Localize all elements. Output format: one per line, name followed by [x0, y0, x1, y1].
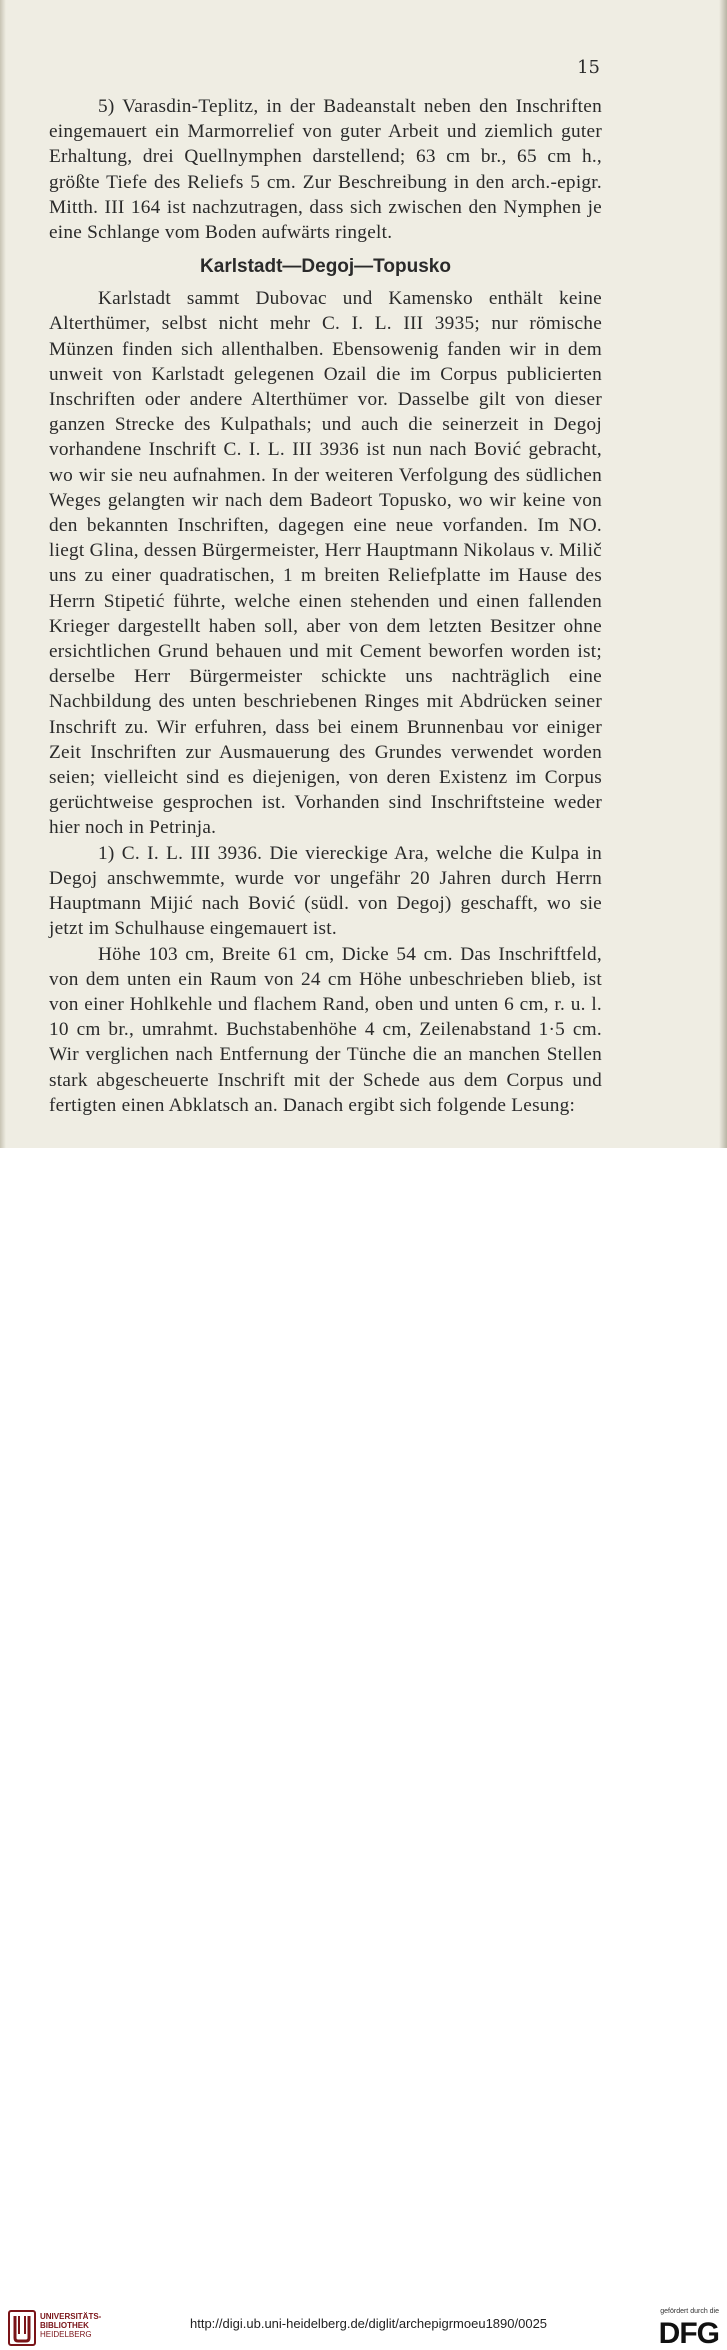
page-number: 15	[577, 57, 600, 78]
scanned-page	[0, 0, 727, 1148]
section-heading: Karlstadt—Degoj—Topusko	[200, 256, 451, 278]
viewer-footer	[0, 1148, 727, 2350]
university-name-line1: UNIVERSITÄTS-	[40, 2312, 102, 2321]
paragraph-cil-3936: 1) C. I. L. III 3936. Die viereckige Ara, welche die Kulpa in Degoj anschwemmte, wurde vor ungefähr 20 Jahren durch Herrn Hauptmann Mijić nach Bović (südl. von Degoj) geschafft, wo sie jetzt im Schulhause eingemauert ist.	[49, 842, 602, 940]
funding-note: gefördert durch die	[660, 2308, 719, 2315]
paragraph-karlstadt: Karlstadt sammt Dubovac und Kamensko enthält keine Alterthümer, selbst nicht mehr C. I. L. III 3935; nur römische Münzen finden sich allenthalben. Ebensowenig fanden wir in dem unweit von Karlstadt gelegenen Ozail die im Corpus publicierten Inschriften oder andere Alterthümer vor. Dasselbe gilt von dieser ganzen Strecke des Kulpathals; und auch die seinerzeit in Degoj vorhandene Inschrift C. I. L. III 3936 ist nun nach Bović gebracht, wo wir sie neu aufnahmen. In der weiteren Verfolgung des südlichen Weges gelangten wir nach dem Badeort Topusko, wo wir keine von den bekannten Inschriften, dagegen eine neue vorfanden. Im NO. liegt Glina, dessen Bürgermeister, Herr Hauptmann Nikolaus v. Milič uns zu einer quadratischen, 1 m breiten Reliefplatte im Hause des Herrn Stipetić führte, welche einen stehenden und einen fallenden Krieger dargestellt haben soll, aber von dem letzten Besitzer ohne ersichtlichen Grund behauen und mit Cement beworfen worden ist; derselbe Herr Bürgermeister schickte uns nachträglich eine Nachbildung des unten beschriebenen Ringes mit Abdrücken seiner Inschrift zu. Wir erfuhren, dass bei einem Brunnenbau vor einiger Zeit Inschriften zur Ausmauerung des Grundes verwendet worden seien; vielleicht sind es diejenigen, von deren Existenz im Corpus gerüchtweise gesprochen ist. Vorhanden sind Inschriftsteine weder hier noch in Petrinja.	[49, 288, 602, 839]
paragraph-varasdin: 5) Varasdin-Teplitz, in der Badeanstalt neben den Inschriften eingemauert ein Marmorrelief von guter Arbeit und ziemlich guter Erhaltung, drei Quellnymphen darstellend; 63 cm br., 65 cm h., größte Tiefe des Reliefs 5 cm. Zur Beschreibung in den arch.-epigr. Mitth. III 164 ist nachzutragen, dass sich zwischen den Nymphen je eine Schlange vom Boden aufwärts ringelt.	[49, 96, 602, 244]
permalink-url[interactable]: http://digi.ub.uni-heidelberg.de/diglit/archepigrmoeu1890/0025	[190, 2316, 548, 2331]
dfg-logo[interactable]: DFG	[658, 2317, 719, 2350]
university-name-line3: HEIDELBERG	[40, 2330, 92, 2339]
university-name-line2: BIBLIOTHEK	[40, 2321, 89, 2330]
page-edge-right	[719, 0, 727, 1148]
paragraph-dimensions: Höhe 103 cm, Breite 61 cm, Dicke 54 cm. Das Inschriftfeld, von dem unten ein Raum von 24 cm Höhe unbeschrieben blieb, ist von einer Hohlkehle und flachem Rand, oben und unten 6 cm, r. u. l. 10 cm br., umrahmt. Buchstabenhöhe 4 cm, Zeilenabstand 1·5 cm. Wir verglichen nach Entfernung der Tünche die an manchen Stellen stark abgescheuerte Inschrift mit der Schede aus dem Corpus und fertigten einen Abklatsch an. Danach ergibt sich folgende Lesung:	[49, 943, 602, 1116]
text-block	[49, 94, 602, 1118]
university-library-logo-icon[interactable]	[8, 2310, 36, 2346]
university-library-name[interactable]	[40, 2312, 101, 2339]
page-edge-left	[0, 0, 6, 1148]
